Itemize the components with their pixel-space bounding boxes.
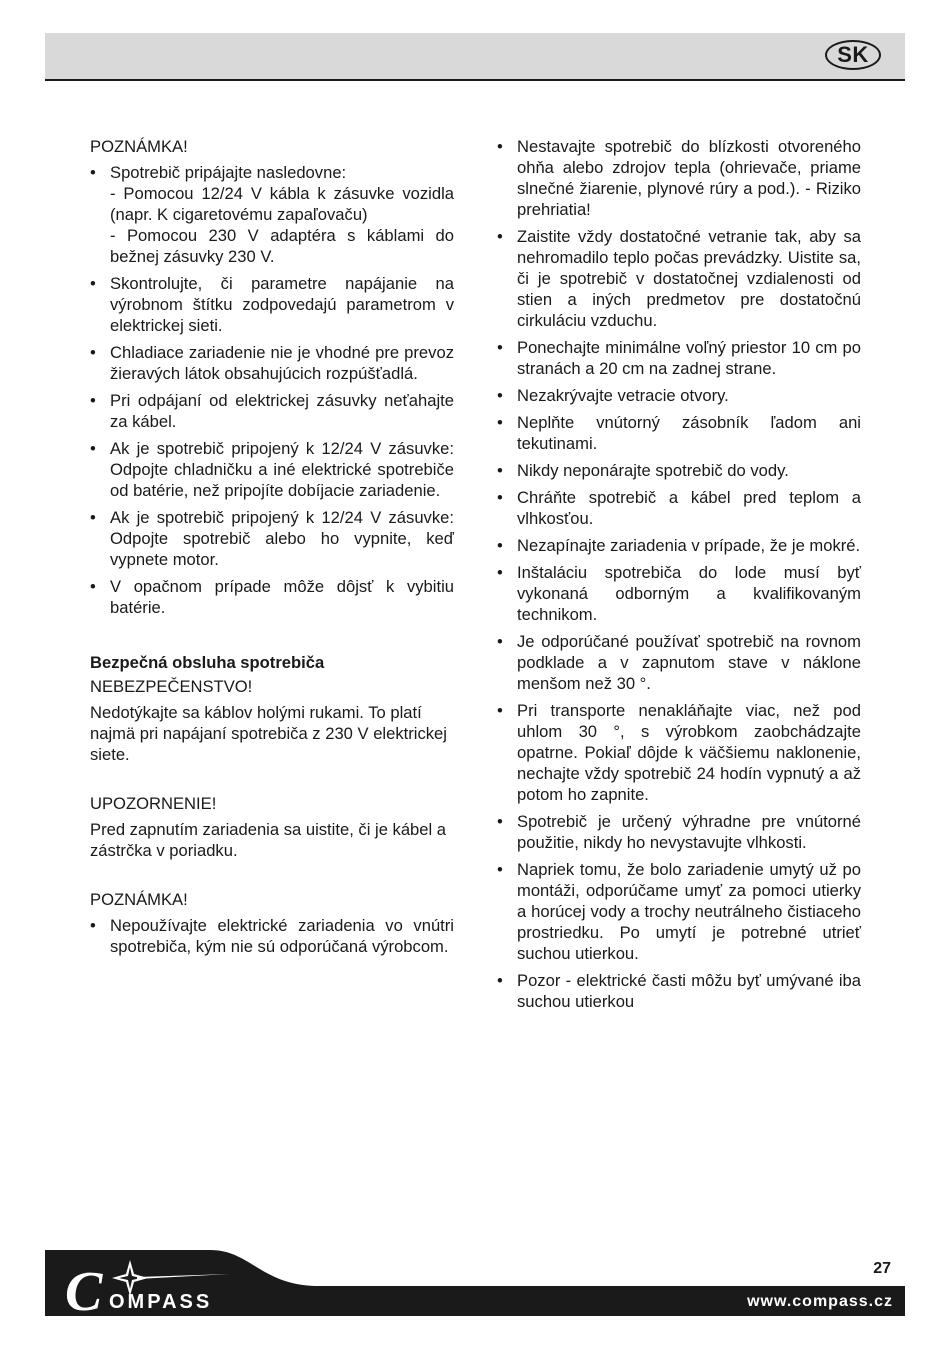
safety-list [497,136,861,1012]
spacer [90,624,454,652]
list-item: • Nestavajte spotrebič do blízkosti otvoreného ohňa alebo zdrojov tepla (ohrievače, priame slnečné žiarenie, plynové rúry a pod.). - Riziko prehriatia! [497,137,861,219]
list-item: • Spotrebič pripájajte nasledovne: - Pomocou 12/24 V kábla k zásuvke vozidla (napr. K cigaretovému zapaľovaču) - Pomocou 230 V adaptéra s káblami do bežnej zásuvky 230 V. [90,163,454,266]
list-item: • Ak je spotrebič pripojený k 12/24 V zásuvke: Odpojte chladničku a iné elektrické spotrebiče od batérie, než pripojíte dobíjacie zariadenie. [90,439,454,500]
danger-text: Nedotýkajte sa káblov holými rukami. To platí najmä pri napájaní spotrebiča z 230 V elektrickej siete. [90,703,447,764]
list-item: • Ak je spotrebič pripojený k 12/24 V zásuvke: Odpojte spotrebič alebo ho vypnite, keď vypnete motor. [90,508,454,569]
warning-label: UPOZORNENIE! [90,794,217,813]
list-item: • V opačnom prípade môže dôjsť k vybitiu batérie. [90,577,454,617]
right-column [497,136,861,1018]
list-item: • Pozor - elektrické časti môžu byť umývané iba suchou utierkou [497,971,861,1011]
compass-logo [45,1246,285,1316]
list-item: • Napriek tomu, že bolo zariadenie umytý už po montáži, odporúčame umyť za pomoci utierky a horúcej vody a trochy neutrálneho čistiaceho prostriedku. Po umytí je potrebné utrieť suchou utierkou. [497,860,861,963]
danger-label: NEBEZPEČENSTVO! [90,677,253,696]
list-item: • Neplňte vnútorný zásobník ľadom ani tekutinami. [497,413,861,453]
page-number: 27 [873,1260,891,1277]
language-badge: SK [825,40,881,70]
website-link[interactable]: www.compass.cz [747,1293,893,1310]
list-item: • Je odporúčané používať spotrebič na rovnom podklade a v zapnutom stave v náklone menšom než 30 °. [497,632,861,693]
list-item: • Spotrebič je určený výhradne pre vnútorné použitie, nikdy ho nevystavujte vlhkosti. [497,812,861,852]
logo-letter: C [65,1261,103,1316]
spacer [90,771,454,793]
list-item: • Nezakrývajte vetracie otvory. [497,386,729,405]
list-item: • Skontrolujte, či parametre napájanie na výrobnom štítku zodpovedajú parametrom v elektrickej sieti. [90,274,454,335]
note-list [90,915,454,957]
list-item: • Nikdy neponárajte spotrebič do vody. [497,461,789,480]
left-column [90,136,454,963]
list-item: • Zaistite vždy dostatočné vetranie tak, aby sa nehromadilo teplo počas prevádzky. Uistite sa, či je spotrebič v dostatočnej vzdialenosti od stien a iných predmetov pre dostatočnú cirkuláciu vzduchu. [497,227,861,330]
list-item: • Pri odpájaní od elektrickej zásuvky neťahajte za kábel. [90,391,454,431]
note-label: POZNÁMKA! [90,890,188,909]
note-label: POZNÁMKA! [90,137,188,156]
list-item: • Pri transporte nenakláňajte viac, než pod uhlom 30 °, s výrobkom zaobchádzajte opatrne. Pokiaľ dôjde k väčšiemu naklonenie, nechajte vždy spotrebič 24 hodín vypnutý a až potom ho zapnite. [497,701,861,804]
note-list [90,162,454,618]
spacer [90,867,454,889]
list-item: • Nezapínajte zariadenia v prípade, že je mokré. [497,536,861,555]
header-bar [45,33,905,81]
section-heading: Bezpečná obsluha spotrebiča [90,653,325,672]
warning-text: Pred zapnutím zariadenia sa uistite, či je kábel a zástrčka v poriadku. [90,820,447,860]
logo-wordmark: OMPASS [109,1291,213,1313]
list-item: • Inštaláciu spotrebiča do lode musí byť vykonaná odborným a kvalifikovaným technikom. [497,563,861,624]
list-item: • Chladiace zariadenie nie je vhodné pre prevoz žieravých látok obsahujúcich rozpúšťadlá. [90,343,454,383]
list-item: • Chráňte spotrebič a kábel pred teplom a vlhkosťou. [497,488,861,528]
list-item: • Ponechajte minimálne voľný priestor 10 cm po stranách a 20 cm na zadnej strane. [497,338,861,378]
footer [45,1246,905,1316]
list-item: • Nepoužívajte elektrické zariadenia vo vnútri spotrebiča, kým nie sú odporúčaná výrobcom. [90,916,454,956]
